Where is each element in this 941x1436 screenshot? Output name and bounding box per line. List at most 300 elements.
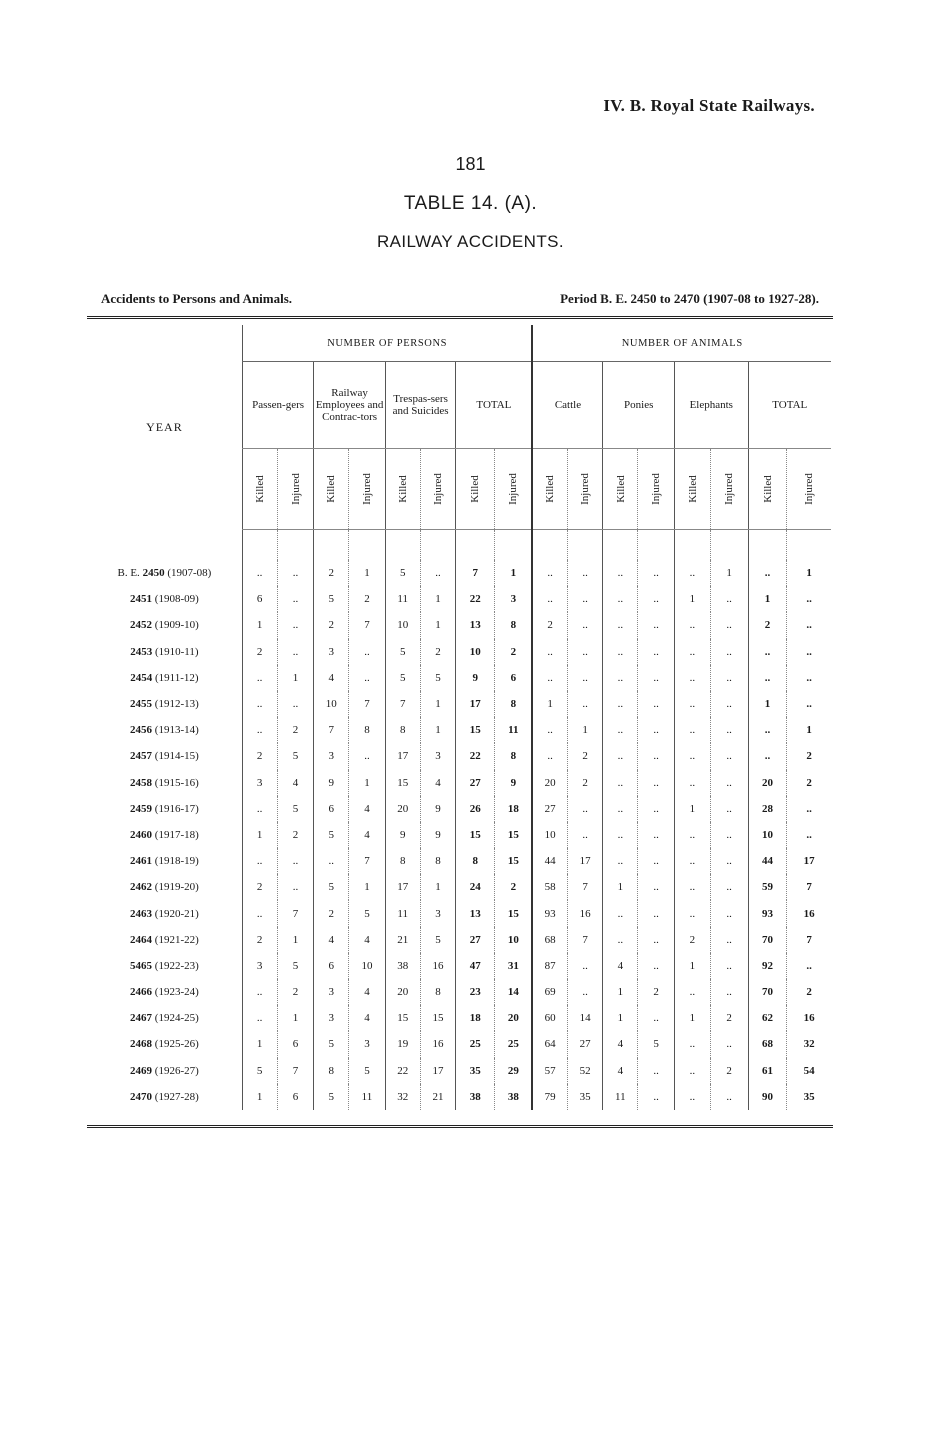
year-column-header: YEAR: [146, 419, 183, 434]
table-cell: 15: [456, 822, 495, 848]
year-cell: [87, 848, 242, 874]
table-cell: 16: [567, 900, 603, 926]
table-cell: 11: [603, 1084, 638, 1110]
table-cell: ..: [277, 848, 314, 874]
table-cell: 38: [495, 1084, 533, 1110]
table-cell: ..: [710, 874, 748, 900]
table-cell: 2: [420, 639, 456, 665]
table-cell: ..: [787, 612, 831, 638]
table-cell: 2: [277, 822, 314, 848]
table-row: [87, 848, 831, 874]
table-cell: ..: [638, 560, 675, 586]
table-cell: 5: [314, 586, 349, 612]
table-cell: 22: [385, 1058, 420, 1084]
year-cell: [87, 953, 242, 979]
table-cell: 26: [456, 796, 495, 822]
table-cell: 8: [495, 743, 533, 769]
year-period: (1924-25): [154, 1012, 199, 1025]
year-period: (1909-10): [154, 619, 199, 632]
table-cell: 17: [420, 1058, 456, 1084]
table-cell: ..: [638, 639, 675, 665]
table-cell: 2: [314, 560, 349, 586]
table-cell: 8: [456, 848, 495, 874]
year-value: 2464: [130, 933, 153, 946]
table-cell: ..: [638, 927, 675, 953]
table-cell: 1: [349, 770, 386, 796]
table-cell: 1: [532, 691, 567, 717]
table-cell: ..: [638, 848, 675, 874]
table-cell: ..: [603, 612, 638, 638]
year-cell: [87, 796, 242, 822]
table-cell: 8: [385, 848, 420, 874]
table-cell: ..: [532, 586, 567, 612]
table-cell: 54: [787, 1058, 831, 1084]
table-cell: 17: [787, 848, 831, 874]
year-value: 2450: [142, 567, 165, 580]
table-cell: ..: [674, 560, 710, 586]
table-cell: ..: [638, 612, 675, 638]
table-cell: 1: [242, 1084, 277, 1110]
table-cell: 8: [314, 1058, 349, 1084]
table-cell: 1: [674, 953, 710, 979]
table-row: [87, 717, 831, 743]
table-row: [87, 927, 831, 953]
table-cell: 14: [567, 1005, 603, 1031]
table-cell: 15: [456, 717, 495, 743]
table-cell: 7: [567, 927, 603, 953]
table-cell: ..: [787, 586, 831, 612]
table-cell: 7: [787, 874, 831, 900]
year-value: 2466: [130, 986, 153, 999]
animals-total-header: TOTAL: [748, 362, 831, 449]
table-cell: 90: [748, 1084, 787, 1110]
table-cell: 21: [385, 927, 420, 953]
table-cell: 5: [638, 1031, 675, 1057]
table-cell: ..: [638, 743, 675, 769]
table-cell: 17: [385, 874, 420, 900]
table-cell: 1: [603, 874, 638, 900]
table-cell: 52: [567, 1058, 603, 1084]
trespassers-header: Trespas-sers and Suicides: [385, 362, 455, 449]
table-cell: ..: [638, 717, 675, 743]
table-cell: 68: [532, 927, 567, 953]
year-period: (1926-27): [154, 1064, 199, 1077]
table-cell: 3: [420, 900, 456, 926]
table-cell: 2: [787, 770, 831, 796]
table-cell: ..: [567, 586, 603, 612]
table-cell: 20: [748, 770, 787, 796]
table-cell: 5: [349, 900, 386, 926]
table-row: [87, 1005, 831, 1031]
passengers-header: Passen-gers: [242, 362, 314, 449]
table-cell: 57: [532, 1058, 567, 1084]
year-period: (1911-12): [154, 671, 199, 684]
table-cell: 2: [567, 743, 603, 769]
table-cell: ..: [674, 1084, 710, 1110]
page-number: 181: [455, 154, 486, 174]
table-cell: 27: [456, 770, 495, 796]
table-cell: 35: [456, 1058, 495, 1084]
table-cell: 1: [420, 586, 456, 612]
table-cell: 20: [385, 796, 420, 822]
table-cell: 2: [242, 743, 277, 769]
table-cell: 35: [787, 1084, 831, 1110]
year-cell: [87, 612, 242, 638]
table-cell: 3: [314, 979, 349, 1005]
table-cell: ..: [638, 900, 675, 926]
table-row: [87, 586, 831, 612]
year-period: (1927-28): [154, 1090, 199, 1103]
table-cell: ..: [277, 874, 314, 900]
table-cell: 2: [242, 927, 277, 953]
killed-header: Killed: [748, 449, 787, 530]
table-cell: 29: [495, 1058, 533, 1084]
table-cell: 4: [420, 770, 456, 796]
table-cell: 5: [385, 665, 420, 691]
table-cell: ..: [674, 743, 710, 769]
table-cell: 16: [787, 1005, 831, 1031]
table-cell: 4: [349, 822, 386, 848]
table-cell: 1: [748, 691, 787, 717]
table-cell: 5: [242, 1058, 277, 1084]
year-value: 2467: [130, 1012, 153, 1025]
year-period: (1917-18): [154, 828, 199, 841]
table-cell: ..: [603, 665, 638, 691]
year-cell: [87, 979, 242, 1005]
table-cell: 1: [242, 612, 277, 638]
table-cell: 4: [277, 770, 314, 796]
table-cell: 6: [277, 1084, 314, 1110]
table-cell: ..: [787, 639, 831, 665]
table-cell: 7: [349, 691, 386, 717]
table-cell: ..: [710, 586, 748, 612]
year-period: (1918-19): [154, 855, 199, 868]
table-cell: ..: [567, 796, 603, 822]
table-cell: ..: [242, 665, 277, 691]
table-cell: 5: [420, 927, 456, 953]
table-caption-period: Period B. E. 2450 to 2470 (1907-08 to 1927-28).: [560, 291, 819, 306]
table-cell: ..: [603, 639, 638, 665]
year-value: 2462: [130, 881, 153, 894]
table-cell: 4: [349, 796, 386, 822]
table-cell: ..: [710, 1031, 748, 1057]
table-cell: ..: [748, 639, 787, 665]
table-cell: 1: [603, 979, 638, 1005]
table-cell: 44: [748, 848, 787, 874]
table-cell: ..: [242, 979, 277, 1005]
table-cell: 3: [314, 743, 349, 769]
table-cell: 5: [277, 743, 314, 769]
year-value: 2452: [130, 619, 153, 632]
killed-header: Killed: [385, 449, 420, 530]
table-cell: 8: [349, 717, 386, 743]
table-subtitle: RAILWAY ACCIDENTS.: [377, 232, 564, 251]
year-value: 2454: [130, 671, 153, 684]
table-cell: ..: [710, 953, 748, 979]
table-cell: 5: [314, 874, 349, 900]
table-cell: ..: [710, 665, 748, 691]
table-cell: ..: [349, 743, 386, 769]
table-cell: 2: [674, 927, 710, 953]
killed-header: Killed: [242, 449, 277, 530]
table-cell: ..: [748, 665, 787, 691]
table-cell: ..: [638, 1005, 675, 1031]
year-value: 2453: [130, 645, 153, 658]
table-cell: ..: [277, 639, 314, 665]
year-cell: [87, 743, 242, 769]
table-cell: ..: [710, 979, 748, 1005]
animals-group-header: NUMBER OF ANIMALS: [532, 325, 831, 362]
table-cell: 5: [314, 1084, 349, 1110]
table-cell: ..: [638, 1058, 675, 1084]
table-cell: ..: [674, 717, 710, 743]
injured-header: Injured: [787, 449, 831, 530]
table-cell: ..: [674, 612, 710, 638]
table-cell: 10: [385, 612, 420, 638]
killed-header: Killed: [314, 449, 349, 530]
table-cell: 7: [787, 927, 831, 953]
table-cell: ..: [532, 743, 567, 769]
table-cell: ..: [532, 717, 567, 743]
employees-header: Railway Employees and Contrac-tors: [314, 362, 386, 449]
table-cell: 11: [385, 586, 420, 612]
table-cell: 9: [420, 822, 456, 848]
running-head: IV. B. Royal State Railways.: [603, 96, 815, 115]
table-cell: 2: [787, 743, 831, 769]
year-cell: [87, 1084, 242, 1110]
table-cell: ..: [314, 848, 349, 874]
table-cell: ..: [674, 900, 710, 926]
persons-total-header: TOTAL: [456, 362, 533, 449]
table-cell: 7: [349, 612, 386, 638]
table-cell: 15: [420, 1005, 456, 1031]
table-cell: ..: [532, 560, 567, 586]
accidents-table-frame: [87, 316, 833, 1128]
table-cell: 13: [456, 612, 495, 638]
table-cell: 2: [748, 612, 787, 638]
ponies-header: Ponies: [603, 362, 675, 449]
table-cell: 8: [495, 691, 533, 717]
table-cell: ..: [567, 639, 603, 665]
table-cell: 38: [456, 1084, 495, 1110]
table-cell: 4: [603, 1031, 638, 1057]
table-cell: 1: [567, 717, 603, 743]
table-cell: 16: [420, 1031, 456, 1057]
table-cell: 1: [603, 1005, 638, 1031]
table-cell: 61: [748, 1058, 787, 1084]
table-cell: 25: [456, 1031, 495, 1057]
table-cell: 5: [314, 1031, 349, 1057]
table-cell: 6: [314, 953, 349, 979]
year-value: 2456: [130, 724, 153, 737]
year-period: (1920-21): [154, 907, 199, 920]
table-cell: 70: [748, 979, 787, 1005]
table-cell: 20: [532, 770, 567, 796]
table-cell: ..: [787, 665, 831, 691]
table-cell: ..: [638, 691, 675, 717]
table-cell: ..: [674, 639, 710, 665]
table-cell: 9: [314, 770, 349, 796]
table-cell: ..: [638, 953, 675, 979]
table-cell: ..: [603, 770, 638, 796]
table-cell: ..: [603, 796, 638, 822]
table-cell: 3: [314, 639, 349, 665]
table-cell: 93: [748, 900, 787, 926]
table-cell: ..: [603, 743, 638, 769]
table-row: [87, 639, 831, 665]
table-cell: ..: [674, 848, 710, 874]
table-cell: ..: [567, 822, 603, 848]
killed-header: Killed: [456, 449, 495, 530]
table-cell: 70: [748, 927, 787, 953]
table-cell: 7: [567, 874, 603, 900]
year-cell: [87, 586, 242, 612]
year-cell: [87, 665, 242, 691]
table-cell: 47: [456, 953, 495, 979]
table-cell: 11: [495, 717, 533, 743]
table-cell: ..: [420, 560, 456, 586]
table-cell: ..: [603, 560, 638, 586]
table-cell: 92: [748, 953, 787, 979]
year-cell: [87, 691, 242, 717]
table-cell: 9: [456, 665, 495, 691]
table-cell: 38: [385, 953, 420, 979]
table-cell: 10: [349, 953, 386, 979]
table-cell: 8: [420, 848, 456, 874]
table-cell: 1: [420, 717, 456, 743]
table-cell: 4: [349, 927, 386, 953]
injured-header: Injured: [495, 449, 533, 530]
table-row: [87, 979, 831, 1005]
injured-header: Injured: [420, 449, 456, 530]
year-cell: [87, 874, 242, 900]
table-cell: 60: [532, 1005, 567, 1031]
table-cell: ..: [710, 900, 748, 926]
table-cell: 11: [385, 900, 420, 926]
table-cell: ..: [242, 796, 277, 822]
table-cell: ..: [710, 1084, 748, 1110]
table-cell: 87: [532, 953, 567, 979]
table-cell: ..: [242, 1005, 277, 1031]
table-cell: 17: [385, 743, 420, 769]
injured-header: Injured: [710, 449, 748, 530]
table-cell: 8: [420, 979, 456, 1005]
table-cell: 3: [242, 770, 277, 796]
table-cell: 24: [456, 874, 495, 900]
table-cell: ..: [567, 665, 603, 691]
table-cell: 2: [349, 586, 386, 612]
table-cell: ..: [242, 900, 277, 926]
year-value: 2468: [130, 1038, 153, 1051]
table-cell: 8: [385, 717, 420, 743]
table-cell: ..: [710, 691, 748, 717]
table-row: [87, 612, 831, 638]
table-row: [87, 822, 831, 848]
injured-header: Injured: [567, 449, 603, 530]
table-cell: ..: [638, 586, 675, 612]
table-cell: 5: [385, 639, 420, 665]
table-cell: ..: [603, 927, 638, 953]
table-cell: 25: [495, 1031, 533, 1057]
table-cell: 21: [420, 1084, 456, 1110]
table-cell: 10: [314, 691, 349, 717]
table-cell: 2: [710, 1005, 748, 1031]
table-cell: 2: [314, 612, 349, 638]
table-cell: 1: [420, 874, 456, 900]
table-cell: 6: [314, 796, 349, 822]
table-cell: 4: [349, 979, 386, 1005]
table-cell: ..: [277, 586, 314, 612]
table-cell: 11: [349, 1084, 386, 1110]
table-cell: ..: [242, 848, 277, 874]
table-cell: 10: [748, 822, 787, 848]
table-cell: ..: [710, 612, 748, 638]
year-value: 2459: [130, 802, 153, 815]
table-cell: 69: [532, 979, 567, 1005]
table-cell: ..: [277, 691, 314, 717]
table-cell: 22: [456, 743, 495, 769]
year-period: (1907-08): [167, 567, 212, 580]
table-cell: ..: [674, 691, 710, 717]
table-cell: 5: [277, 796, 314, 822]
table-cell: 59: [748, 874, 787, 900]
table-cell: ..: [710, 822, 748, 848]
killed-header: Killed: [603, 449, 638, 530]
table-cell: 2: [314, 900, 349, 926]
table-cell: ..: [349, 665, 386, 691]
table-cell: 1: [748, 586, 787, 612]
table-cell: ..: [748, 560, 787, 586]
year-period: (1915-16): [154, 776, 199, 789]
table-cell: 7: [385, 691, 420, 717]
table-row: [87, 900, 831, 926]
table-cell: 7: [314, 717, 349, 743]
year-value: 2451: [130, 593, 153, 606]
table-cell: ..: [567, 979, 603, 1005]
table-cell: 17: [456, 691, 495, 717]
table-cell: 2: [532, 612, 567, 638]
table-cell: 15: [385, 1005, 420, 1031]
table-cell: ..: [567, 612, 603, 638]
table-cell: ..: [603, 900, 638, 926]
table-cell: ..: [638, 822, 675, 848]
table-cell: 16: [420, 953, 456, 979]
table-cell: 31: [495, 953, 533, 979]
table-cell: ..: [532, 639, 567, 665]
table-cell: ..: [748, 717, 787, 743]
table-cell: 68: [748, 1031, 787, 1057]
table-cell: ..: [638, 770, 675, 796]
table-cell: 93: [532, 900, 567, 926]
table-row: [87, 874, 831, 900]
table-cell: ..: [603, 822, 638, 848]
table-cell: 27: [456, 927, 495, 953]
table-cell: 7: [456, 560, 495, 586]
table-cell: 1: [242, 1031, 277, 1057]
table-cell: ..: [603, 848, 638, 874]
table-cell: 4: [314, 665, 349, 691]
year-cell: [87, 1005, 242, 1031]
table-cell: 27: [567, 1031, 603, 1057]
killed-header: Killed: [674, 449, 710, 530]
table-cell: 2: [495, 639, 533, 665]
table-cell: 2: [638, 979, 675, 1005]
injured-header: Injured: [638, 449, 675, 530]
table-cell: ..: [567, 691, 603, 717]
table-cell: 7: [277, 900, 314, 926]
table-cell: ..: [638, 665, 675, 691]
table-cell: 1: [242, 822, 277, 848]
